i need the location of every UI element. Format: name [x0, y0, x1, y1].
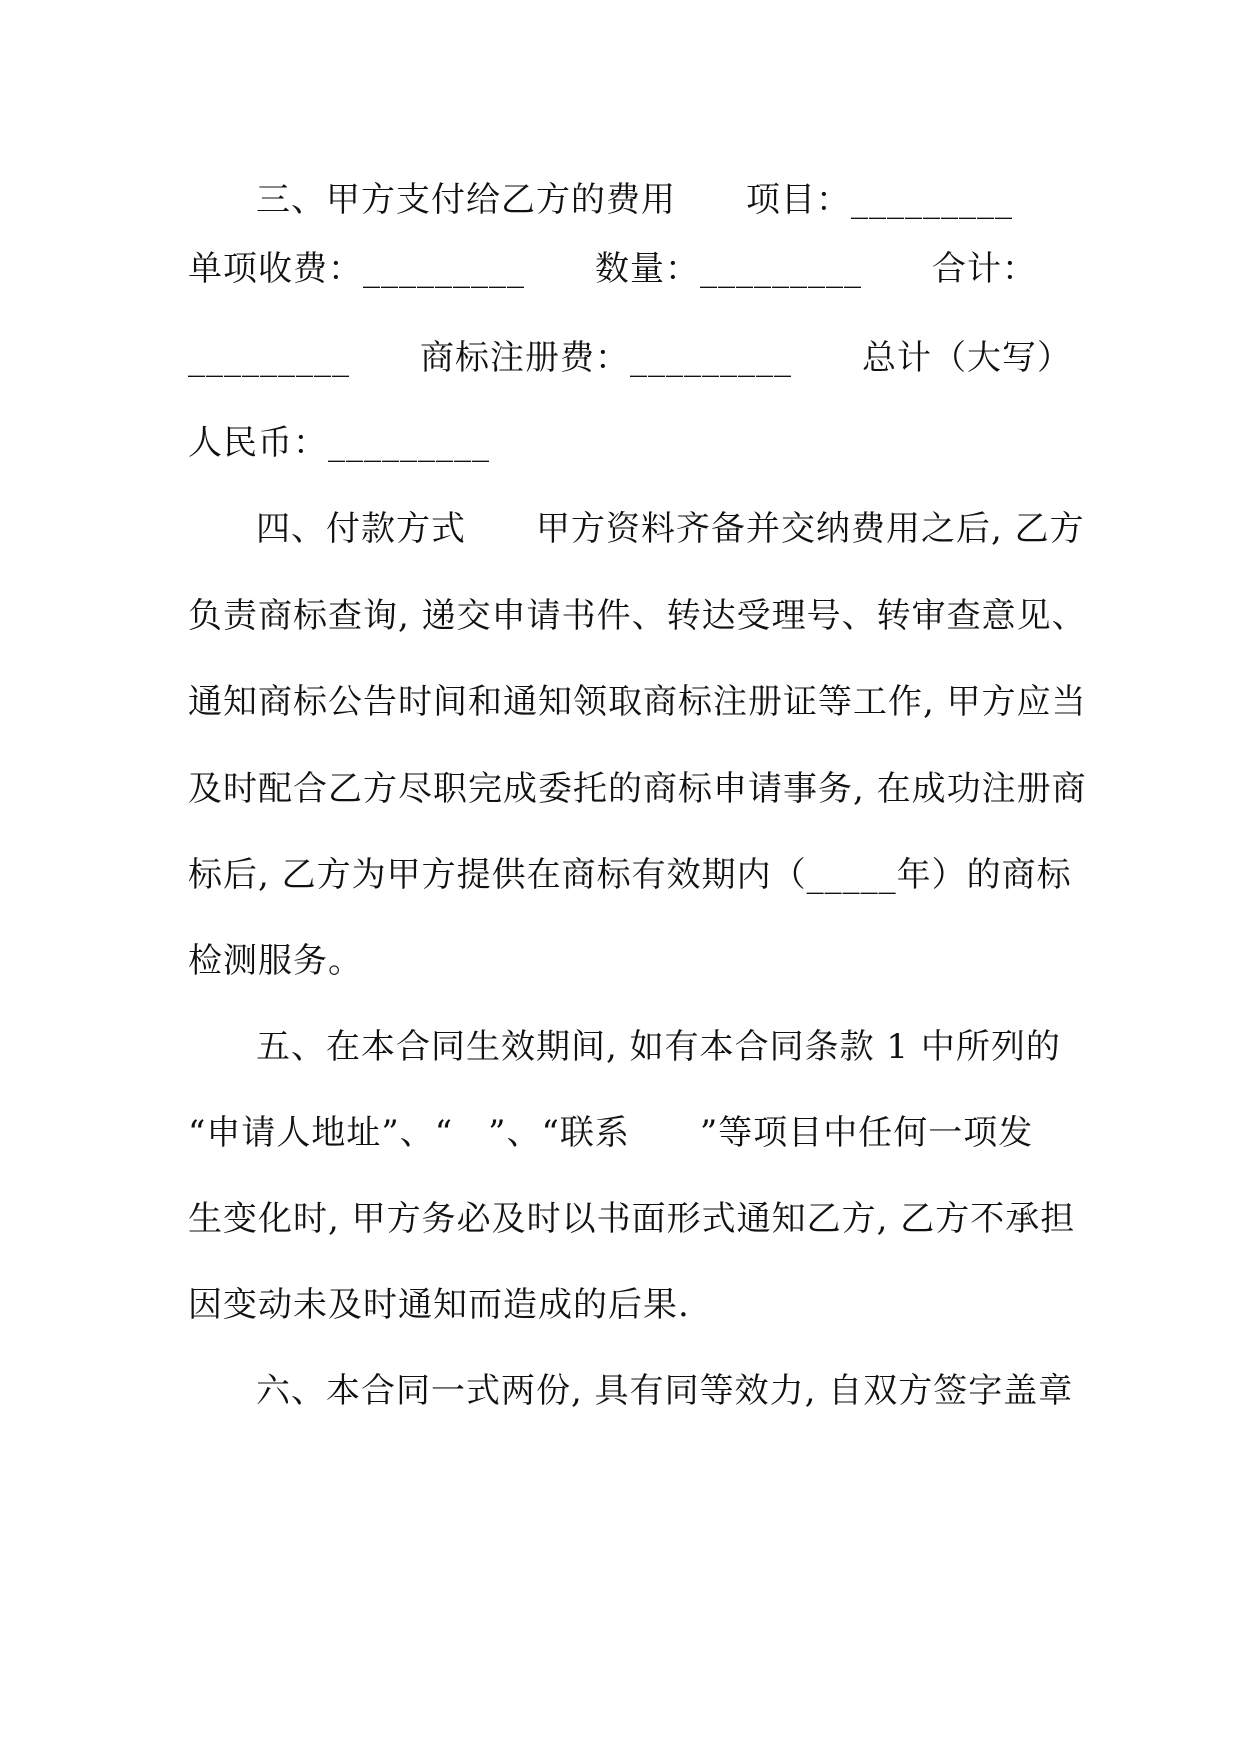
text-line: 因变动未及时通知而造成的后果.: [188, 1285, 690, 1325]
text-line: 标后, 乙方为甲方提供在商标有效期内（_____年）的商标: [188, 855, 1072, 895]
text-line: 人民币：_________: [188, 423, 490, 463]
clause-4-heading-line: 四、付款方式 甲方资料齐备并交纳费用之后, 乙方: [256, 509, 1085, 549]
clause-3-heading-line: 三、甲方支付给乙方的费用 项目：_________: [256, 180, 1013, 220]
text-line: 生变化时, 甲方务必及时以书面形式通知乙方, 乙方不承担: [188, 1199, 1076, 1239]
clause-6-heading-line: 六、本合同一式两份, 具有同等效力, 自双方签字盖章: [256, 1371, 1074, 1411]
text-line: “申请人地址”、“ ”、“联系 ”等项目中任何一项发: [188, 1113, 1034, 1153]
text-line: 单项收费：_________ 数量：_________ 合计：: [188, 249, 1037, 289]
text-line: 通知商标公告时间和通知领取商标注册证等工作, 甲方应当: [188, 682, 1087, 722]
text-line: 负责商标查询, 递交申请书件、转达受理号、转审查意见、: [188, 596, 1087, 636]
text-line: 检测服务。: [188, 941, 363, 981]
text-line: _________ 商标注册费：_________ 总计（大写）: [188, 338, 1072, 378]
clause-5-heading-line: 五、在本合同生效期间, 如有本合同条款 1 中所列的: [256, 1027, 1061, 1067]
text-line: 及时配合乙方尽职完成委托的商标申请事务, 在成功注册商: [188, 769, 1087, 809]
